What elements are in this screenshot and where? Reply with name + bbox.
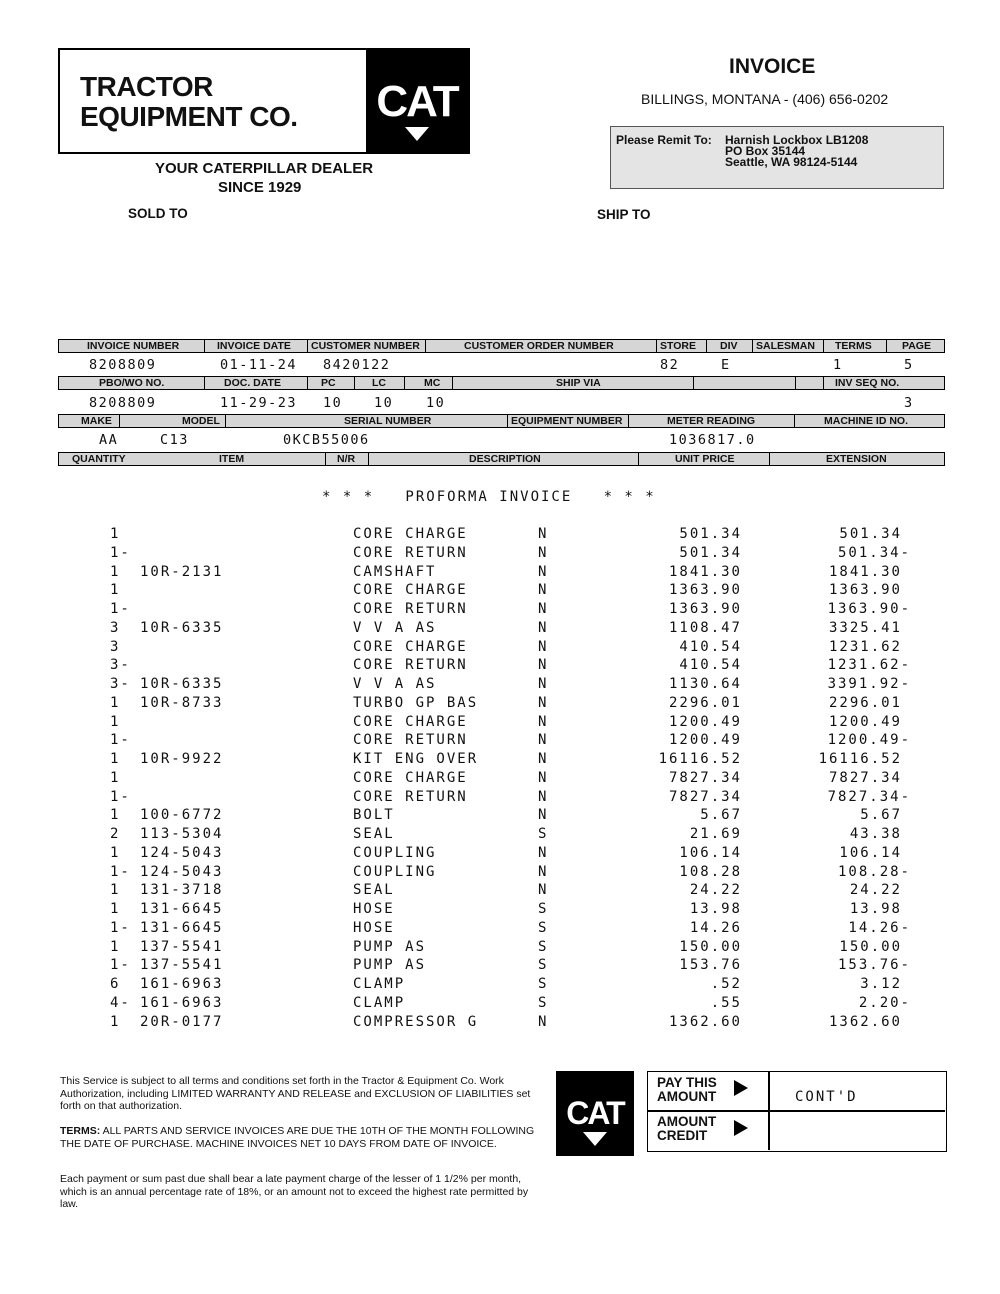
line-item-row [0, 957, 1000, 976]
line-item-number: 10R-6335 [140, 619, 224, 636]
remit-line-1: Harnish Lockbox LB1208 [725, 133, 869, 147]
label-meter-reading: METER READING [667, 415, 756, 427]
line-item-row [0, 901, 1000, 920]
label-unit-price: UNIT PRICE [675, 453, 735, 465]
header-row-3 [58, 414, 945, 428]
label-pc: PC [321, 377, 336, 389]
line-item-desc: BOLT [353, 807, 395, 824]
line-item-nr: N [538, 713, 549, 730]
line-item-desc: CORE RETURN [353, 601, 468, 617]
value-lc: 10 [374, 395, 394, 411]
line-item-extension: 24.22 [849, 882, 902, 899]
amount-credit-label [657, 1115, 716, 1143]
line-item-nr: N [538, 732, 549, 749]
line-item-nr: N [538, 582, 549, 599]
line-item-nr: N [538, 619, 549, 636]
line-item-number: 161-6963 [140, 976, 224, 992]
line-item-desc: CORE CHARGE [353, 713, 468, 730]
line-item-unit-price: 501.34 [679, 544, 742, 561]
line-item-row [0, 582, 1000, 601]
line-item-number: 137-5541 [140, 938, 224, 955]
dealer-location: BILLINGS, MONTANA - (406) 656-0202 [641, 91, 889, 107]
line-item-desc: KIT ENG OVER [353, 751, 479, 767]
line-item-row [0, 545, 1000, 564]
pay-label-line-2: AMOUNT [657, 1089, 717, 1104]
line-item-nr: N [538, 844, 549, 861]
line-item-extension: 14.26- [848, 919, 911, 936]
line-item-unit-price: 1200.49 [668, 713, 742, 730]
value-mc: 10 [426, 395, 446, 411]
value-model: C13 [160, 432, 189, 448]
line-item-qty: 1 [110, 526, 121, 542]
line-item-desc: COMPRESSOR G [353, 1013, 479, 1030]
line-item-extension: 7827.34- [827, 788, 911, 805]
line-item-row [0, 864, 1000, 883]
line-item-nr: N [538, 638, 549, 655]
line-item-desc: COUPLING [353, 863, 437, 880]
line-item-qty: 1 [110, 1013, 121, 1030]
pay-label-line-1: PAY THIS [657, 1075, 717, 1090]
line-item-nr: S [538, 919, 549, 936]
line-item-unit-price: 16116.52 [658, 751, 742, 767]
value-serial-number: 0KCB55006 [283, 432, 370, 448]
value-customer-number: 8420122 [323, 357, 391, 373]
line-item-unit-price: .52 [710, 976, 742, 992]
label-item: ITEM [219, 453, 245, 465]
label-extension: EXTENSION [826, 453, 887, 465]
line-item-extension: 2296.01 [828, 694, 902, 711]
logo-line-1: TRACTOR [80, 71, 213, 102]
arrow-right-icon [734, 1120, 748, 1136]
line-item-qty: 3- [110, 676, 131, 692]
line-item-extension: 16116.52 [818, 751, 902, 767]
line-item-qty: 1- [110, 601, 131, 617]
line-item-qty: 1- [110, 919, 131, 936]
label-invoice-date: INVOICE DATE [217, 340, 291, 352]
label-nr: N/R [337, 453, 356, 465]
line-item-unit-price: 153.76 [679, 957, 742, 974]
line-item-row [0, 526, 1000, 545]
line-item-number: 20R-0177 [140, 1013, 224, 1030]
line-item-row [0, 639, 1000, 658]
credit-label-line-1: AMOUNT [657, 1114, 717, 1129]
label-store: STORE [660, 340, 696, 352]
line-item-nr: S [538, 826, 549, 842]
line-item-unit-price: 1363.90 [668, 582, 742, 599]
line-item-unit-price: 2296.01 [668, 694, 742, 711]
line-item-extension: 1363.90 [828, 582, 902, 599]
line-item-extension: 1841.30 [828, 563, 902, 580]
late-charge-terms: Each payment or sum past due shall bear a late payment charge of the lesser of 1 1/2% per month, which is an annual percentage rate of 18%, or an amount not to exceed the highest rate permitted by law. [60, 1173, 529, 1210]
value-meter-reading: 1036817.0 [669, 432, 756, 448]
header-row-1 [58, 339, 945, 353]
terms-text: ALL PARTS AND SERVICE INVOICES ARE DUE THE 10TH OF THE MONTH FOLLOWING THE DATE OF PURCHASE. MACHINE INVOICES NET 10 DAYS FROM DATE OF INVOICE. [60, 1125, 535, 1150]
label-equipment-number: EQUIPMENT NUMBER [511, 415, 623, 427]
company-logo-text [80, 72, 298, 132]
line-item-extension: 1231.62 [828, 638, 902, 655]
line-item-extension: 3.12 [860, 976, 902, 992]
remit-line-2: PO Box 35144 [725, 144, 806, 158]
line-item-nr: N [538, 544, 549, 561]
remit-to-box [610, 126, 944, 189]
line-item-number: 10R-8733 [140, 694, 224, 711]
line-item-unit-price: 1130.64 [668, 676, 742, 692]
line-item-extension: 501.34 [839, 526, 902, 542]
line-item-qty: 1- [110, 732, 131, 749]
line-item-extension: 501.34- [837, 544, 911, 561]
value-inv-seq-no: 3 [904, 395, 914, 411]
line-item-unit-price: 7827.34 [668, 788, 742, 805]
line-item-qty: 1- [110, 957, 131, 974]
remit-label: Please Remit To: [616, 133, 712, 147]
cat-logo [366, 50, 468, 154]
line-item-nr: N [538, 657, 549, 674]
line-item-desc: CORE RETURN [353, 657, 468, 674]
value-doc-date: 11-29-23 [220, 395, 298, 411]
line-item-desc: HOSE [353, 901, 395, 917]
line-item-nr: N [538, 601, 549, 617]
value-invoice-date: 01-11-24 [220, 357, 298, 373]
line-item-extension: 43.38 [849, 826, 902, 842]
line-item-unit-price: 1362.60 [668, 1013, 742, 1030]
line-item-unit-price: 13.98 [689, 901, 742, 917]
line-item-desc: CLAMP [353, 976, 406, 992]
line-item-number: 131-6645 [140, 919, 224, 936]
line-item-qty: 6 [110, 976, 121, 992]
line-item-number: 137-5541 [140, 957, 224, 974]
pay-this-amount-label [657, 1076, 717, 1104]
line-item-qty: 1- [110, 544, 131, 561]
line-item-unit-price: 106.14 [679, 844, 742, 861]
line-item-qty: 1 [110, 582, 121, 599]
line-item-unit-price: 1363.90 [668, 601, 742, 617]
line-item-row [0, 1014, 1000, 1033]
line-item-extension: 2.20- [858, 994, 911, 1011]
line-item-row [0, 676, 1000, 695]
line-item-nr: N [538, 676, 549, 692]
line-item-row [0, 714, 1000, 733]
arrow-right-icon [734, 1080, 748, 1096]
label-quantity: QUANTITY [72, 453, 126, 465]
line-item-qty: 1- [110, 788, 131, 805]
line-item-unit-price: 24.22 [689, 882, 742, 899]
value-invoice-number: 8208809 [89, 357, 157, 373]
remit-line-3: Seattle, WA 98124-5144 [725, 155, 858, 169]
line-item-unit-price: 21.69 [689, 826, 742, 842]
tagline-2: SINCE 1929 [218, 179, 302, 196]
line-item-row [0, 807, 1000, 826]
line-item-nr: N [538, 863, 549, 880]
label-ship-via: SHIP VIA [556, 377, 601, 389]
line-item-row [0, 882, 1000, 901]
line-item-row [0, 995, 1000, 1014]
line-item-qty: 1 [110, 563, 121, 580]
line-item-unit-price: 150.00 [679, 938, 742, 955]
line-item-row [0, 601, 1000, 620]
line-item-desc: CORE CHARGE [353, 582, 468, 599]
line-item-desc: CORE RETURN [353, 544, 468, 561]
label-serial-number: SERIAL NUMBER [344, 415, 432, 427]
line-item-row [0, 826, 1000, 845]
line-item-unit-price: 14.26 [689, 919, 742, 936]
label-model: MODEL [182, 415, 220, 427]
line-item-nr: S [538, 901, 549, 917]
line-item-nr: S [538, 938, 549, 955]
label-description: DESCRIPTION [469, 453, 541, 465]
line-item-qty: 3- [110, 657, 131, 674]
service-terms: This Service is subject to all terms and conditions set forth in the Tractor & Equipment Co. Work Authorization, including LIMITED WARRANTY AND RELEASE and EXCLUSION OF LIABILITIES set forth on that authorization. [60, 1075, 531, 1112]
line-item-qty: 1 [110, 751, 121, 767]
cat-logo-text: CAT [376, 77, 458, 126]
line-item-unit-price: 410.54 [679, 657, 742, 674]
line-item-number: 10R-2131 [140, 563, 224, 580]
line-item-qty: 1 [110, 938, 121, 955]
payment-box [647, 1071, 947, 1152]
label-machine-id-no: MACHINE ID NO. [824, 415, 908, 427]
value-page: 5 [904, 357, 914, 373]
line-item-unit-price: 1200.49 [668, 732, 742, 749]
line-item-nr: N [538, 526, 549, 542]
line-item-unit-price: .55 [710, 994, 742, 1011]
label-salesman: SALESMAN [756, 340, 815, 352]
line-item-extension: 1362.60 [828, 1013, 902, 1030]
line-item-extension: 13.98 [849, 901, 902, 917]
value-store: 82 [660, 357, 680, 373]
label-inv-seq-no: INV SEQ NO. [835, 377, 900, 389]
line-item-unit-price: 410.54 [679, 638, 742, 655]
line-item-row [0, 939, 1000, 958]
line-item-extension: 1363.90- [827, 601, 911, 617]
line-item-desc: HOSE [353, 919, 395, 936]
line-item-number: 131-3718 [140, 882, 224, 899]
cat-logo-footer [556, 1071, 634, 1156]
line-item-extension: 1200.49 [828, 713, 902, 730]
line-item-desc: PUMP AS [353, 957, 427, 974]
line-item-qty: 1 [110, 882, 121, 899]
line-item-desc: SEAL [353, 826, 395, 842]
proforma-banner: * * * PROFORMA INVOICE * * * [322, 489, 656, 505]
invoice-title: INVOICE [729, 55, 816, 78]
line-item-desc: PUMP AS [353, 938, 427, 955]
line-item-number: 100-6772 [140, 807, 224, 824]
line-item-row [0, 976, 1000, 995]
label-invoice-number: INVOICE NUMBER [87, 340, 180, 352]
line-item-extension: 3391.92- [827, 676, 911, 692]
line-item-desc: V V A AS [353, 676, 437, 692]
line-item-extension: 108.28- [837, 863, 911, 880]
line-item-desc: CORE CHARGE [353, 769, 468, 786]
line-item-desc: SEAL [353, 882, 395, 899]
line-item-nr: N [538, 751, 549, 767]
sold-to-label: SOLD TO [128, 206, 188, 221]
line-item-nr: N [538, 807, 549, 824]
logo-line-2: EQUIPMENT CO. [80, 101, 298, 132]
line-item-nr: S [538, 994, 549, 1011]
line-item-number: 124-5043 [140, 844, 224, 861]
line-item-desc: CORE RETURN [353, 788, 468, 805]
label-doc-date: DOC. DATE [224, 377, 281, 389]
value-pc: 10 [323, 395, 343, 411]
line-item-unit-price: 1108.47 [668, 619, 742, 636]
line-item-qty: 1 [110, 901, 121, 917]
line-item-extension: 5.67 [860, 807, 902, 824]
line-item-number: 10R-9922 [140, 751, 224, 767]
line-item-row [0, 845, 1000, 864]
label-mc: MC [424, 377, 441, 389]
terms-block [60, 1125, 538, 1150]
line-item-unit-price: 1841.30 [668, 563, 742, 580]
line-item-qty: 3 [110, 619, 121, 636]
tagline-1: YOUR CATERPILLAR DEALER [155, 160, 374, 177]
label-customer-number: CUSTOMER NUMBER [311, 340, 420, 352]
line-item-unit-price: 5.67 [700, 807, 742, 824]
line-item-qty: 1- [110, 863, 131, 880]
line-item-qty: 1 [110, 769, 121, 786]
header-row-4 [58, 452, 945, 466]
line-item-qty: 1 [110, 713, 121, 730]
cat-logo-footer-text: CAT [566, 1095, 624, 1131]
line-item-unit-price: 7827.34 [668, 769, 742, 786]
label-page: PAGE [902, 340, 931, 352]
terms-label: TERMS: [60, 1125, 101, 1137]
line-item-extension: 1231.62- [827, 657, 911, 674]
line-item-row [0, 789, 1000, 808]
line-item-number: 10R-6335 [140, 676, 224, 692]
line-item-nr: N [538, 769, 549, 786]
line-item-nr: S [538, 957, 549, 974]
company-logo-box [58, 48, 470, 154]
label-pbo-wo-no: PBO/WO NO. [99, 377, 165, 389]
label-terms: TERMS [835, 340, 872, 352]
line-item-number: 161-6963 [140, 994, 224, 1011]
value-make: AA [99, 432, 119, 448]
line-item-row [0, 751, 1000, 770]
line-item-qty: 1 [110, 694, 121, 711]
line-item-nr: N [538, 788, 549, 805]
line-item-extension: 153.76- [837, 957, 911, 974]
line-item-unit-price: 108.28 [679, 863, 742, 880]
line-item-qty: 1 [110, 844, 121, 861]
line-item-extension: 106.14 [839, 844, 902, 861]
label-customer-order-number: CUSTOMER ORDER NUMBER [464, 340, 614, 352]
line-item-unit-price: 501.34 [679, 526, 742, 542]
line-item-desc: V V A AS [353, 619, 437, 636]
line-item-qty: 3 [110, 638, 121, 655]
line-item-qty: 1 [110, 807, 121, 824]
value-terms: 1 [833, 357, 843, 373]
line-item-number: 131-6645 [140, 901, 224, 917]
label-lc: LC [372, 377, 386, 389]
line-item-row [0, 732, 1000, 751]
pay-amount-value: CONT'D [795, 1089, 858, 1105]
credit-label-line-2: CREDIT [657, 1128, 708, 1143]
line-item-desc: CLAMP [353, 994, 406, 1011]
value-pbo-wo-no: 8208809 [89, 395, 157, 411]
line-item-number: 113-5304 [140, 826, 224, 842]
line-item-desc: COUPLING [353, 844, 437, 861]
line-item-row [0, 564, 1000, 583]
ship-to-label: SHIP TO [597, 207, 651, 222]
line-item-extension: 7827.34 [828, 769, 902, 786]
line-item-row [0, 620, 1000, 639]
line-item-qty: 4- [110, 994, 131, 1011]
line-item-desc: CAMSHAFT [353, 563, 437, 580]
line-item-desc: TURBO GP BAS [353, 694, 479, 711]
line-item-row [0, 920, 1000, 939]
line-item-nr: N [538, 694, 549, 711]
value-div: E [721, 357, 731, 373]
line-item-nr: N [538, 563, 549, 580]
line-item-extension: 1200.49- [827, 732, 911, 749]
line-item-nr: N [538, 882, 549, 899]
line-item-row [0, 770, 1000, 789]
line-item-nr: S [538, 976, 549, 992]
header-row-2 [58, 376, 945, 390]
line-item-row [0, 657, 1000, 676]
label-make: MAKE [81, 415, 112, 427]
line-item-desc: CORE CHARGE [353, 638, 468, 655]
line-item-row [0, 695, 1000, 714]
line-item-number: 124-5043 [140, 863, 224, 880]
line-item-nr: N [538, 1013, 549, 1030]
line-item-qty: 2 [110, 826, 121, 842]
line-item-extension: 3325.41 [828, 619, 902, 636]
line-item-desc: CORE CHARGE [353, 526, 468, 542]
label-div: DIV [720, 340, 738, 352]
line-item-desc: CORE RETURN [353, 732, 468, 749]
line-item-extension: 150.00 [839, 938, 902, 955]
